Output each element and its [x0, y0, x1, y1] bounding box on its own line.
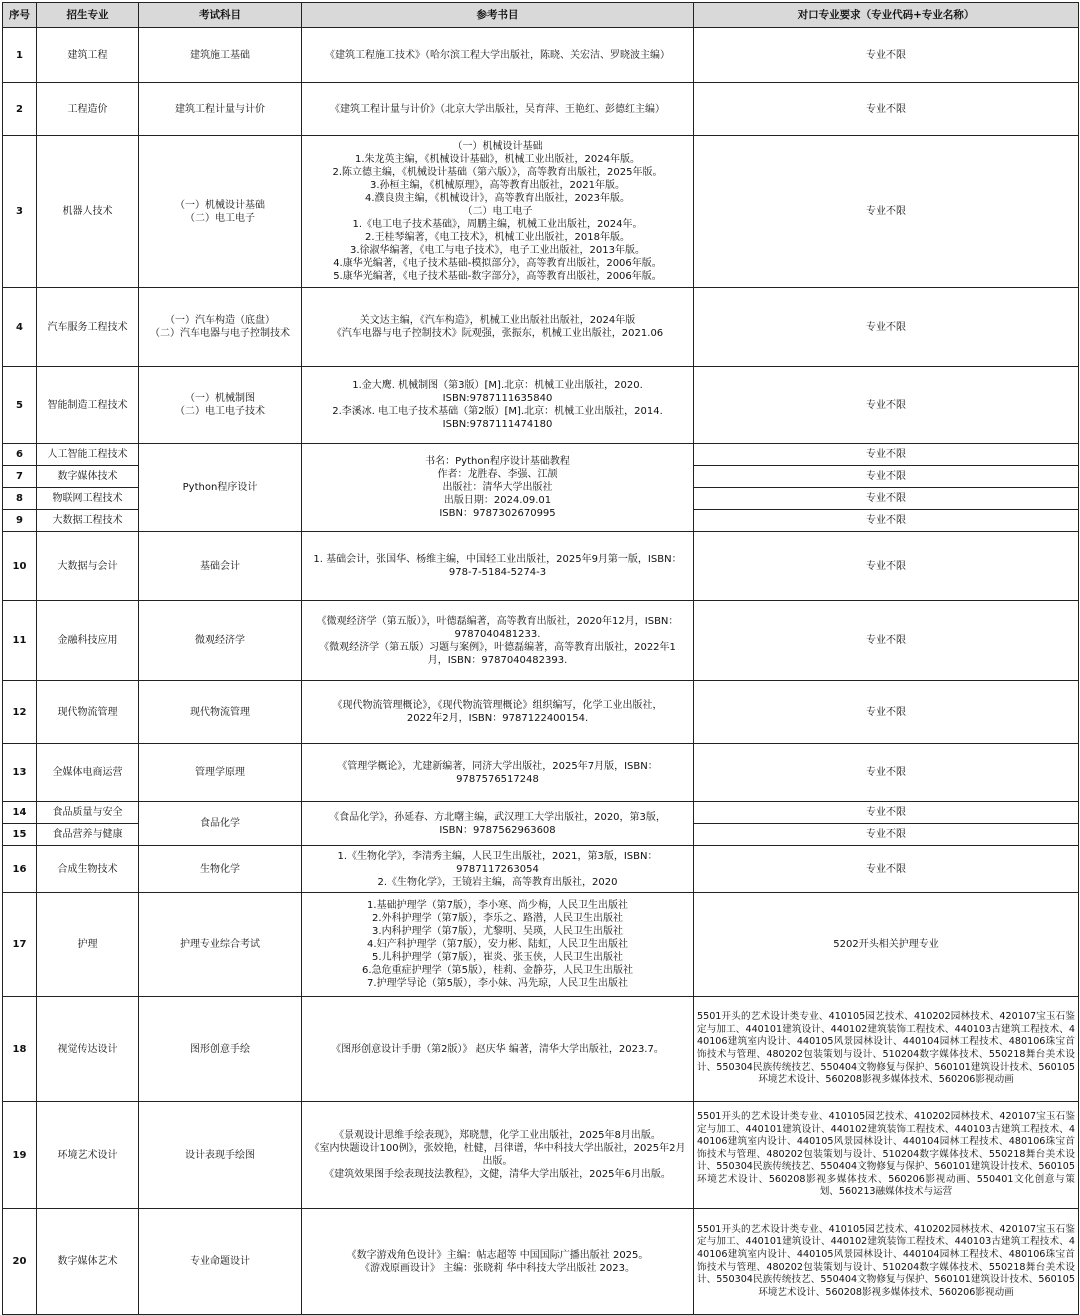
row-subject: 图形创意手绘 — [139, 997, 302, 1102]
row-subject: Python程序设计 — [139, 444, 302, 532]
table-row — [3, 288, 1079, 367]
row-books: 《微观经济学（第五版）》，叶德磊编著，高等教育出版社，2020年12月，ISBN： 9787040481233. 《微观经济学（第五版）习题与案例》，叶德磊编著，高等教育出版社，2022年1 月，ISBN：9787040482393. — [302, 601, 694, 681]
row-requirement: 专业不限 — [694, 846, 1079, 893]
row-requirement: 专业不限 — [694, 802, 1079, 824]
row-index: 19 — [3, 1102, 37, 1209]
row-requirement: 专业不限 — [694, 824, 1079, 846]
table-row — [3, 681, 1079, 744]
row-books: 《数字游戏角色设计》主编：帖志超等 中国国际广播出版社 2025。 《游戏原画设计》 主编：张晓莉 华中科技大学出版社 2023。 — [302, 1209, 694, 1315]
row-requirement: 专业不限 — [694, 136, 1079, 288]
row-subject: 食品化学 — [139, 802, 302, 846]
row-subject: （一）机械制图 （二）电工电子技术 — [139, 367, 302, 444]
row-books: 关文达主编，《汽车构造》，机械工业出版社出版社，2024年版 《汽车电器与电子控制技术》阮观强，张振东，机械工业出版社，2021.06 — [302, 288, 694, 367]
row-requirement: 5501开头的艺术设计类专业、410105园艺技术、410202园林技术、420107宝玉石鉴定与加工、440101建筑设计、440102建筑装饰工程技术、440103古建筑工程技术、440106建筑室内设计、440105风景园林设计、440104园林工程技术、480106珠宝首饰技术与管理、480202包装策划与设计、510204数字媒体技术、550218舞台美术设计、550304民族传统技艺、550404文物修复与保护、560101建筑设计技术、560105环境艺术设计、560208影视多媒体技术、560206影视动画 — [694, 1209, 1079, 1315]
row-requirement: 专业不限 — [694, 288, 1079, 367]
row-subject: （一）机械设计基础 （二）电工电子 — [139, 136, 302, 288]
row-index: 8 — [3, 488, 37, 510]
table-row — [3, 444, 1079, 466]
row-major: 汽车服务工程技术 — [37, 288, 139, 367]
row-books: 1.金大鹰. 机械制图（第3版）[M].北京：机械工业出版社，2020. ISBN:9787111635840 2.李溪冰. 电工电子技术基础（第2版）[M].北京：机械工业出版社，2014. ISBN:9787111474180 — [302, 367, 694, 444]
row-major: 食品质量与安全 — [37, 802, 139, 824]
row-books: 《建筑工程施工技术》（哈尔滨工程大学出版社，陈晓、关宏洁、罗晓波主编） — [302, 28, 694, 83]
table-row — [3, 893, 1079, 997]
header-major: 招生专业 — [37, 3, 139, 28]
row-subject: 建筑工程计量与计价 — [139, 83, 302, 136]
row-requirement: 专业不限 — [694, 444, 1079, 466]
row-requirement: 专业不限 — [694, 532, 1079, 601]
row-major: 物联网工程技术 — [37, 488, 139, 510]
row-subject: 专业命题设计 — [139, 1209, 302, 1315]
table-row — [3, 997, 1079, 1102]
row-major: 现代物流管理 — [37, 681, 139, 744]
row-books: （一）机械设计基础 1.朱龙英主编，《机械设计基础》，机械工业出版社，2024年版。 2.陈立德主编，《机械设计基础（第六版）》，高等教育出版社，2025年版。 3.孙桓主编，《机械原理》，高等教育出版社，2021年版。 4.濮良贵主编，《机械设计》，高等教育出版社，2023年版。 （二）电工电子 1.《电工电子技术基础》，周鹏主编，机械工业出版社，2024年。 2.王桂琴编著，《电工技术》，机械工业出版社，2018年版。 3.徐淑华编著，《电工与电子技术》，电子工业出版社，2013年版。 4.康华光编著，《电子技术基础-模拟部分》，高等教育出版社，2006年版。 5.康华光编著，《电子技术基础-数字部分》，高等教育出版社，2006年版。 — [302, 136, 694, 288]
row-requirement: 专业不限 — [694, 510, 1079, 532]
row-index: 17 — [3, 893, 37, 997]
row-major: 机器人技术 — [37, 136, 139, 288]
row-index: 10 — [3, 532, 37, 601]
row-index: 3 — [3, 136, 37, 288]
row-books: 1.《生物化学》，李清秀主编，人民卫生出版社，2021，第3版，ISBN： 9787117263054 2.《生物化学》，王镜岩主编，高等教育出版社，2020 — [302, 846, 694, 893]
row-books: 《景观设计思维手绘表现》，郑晓慧，化学工业出版社，2025年8月出版。 《室内快题设计100例》，张姣艳，杜健，吕律谱，华中科技大学出版社，2025年2月出版。 《建筑效果图手绘表现技法教程》，文健，清华大学出版社，2025年6月出版。 — [302, 1102, 694, 1209]
row-subject: 管理学原理 — [139, 744, 302, 802]
row-requirement: 专业不限 — [694, 744, 1079, 802]
row-books: 1.基础护理学（第7版），李小寒、尚少梅，人民卫生出版社 2.外科护理学（第7版），李乐之、路潜，人民卫生出版社 3.内科护理学（第7版），尤黎明、吴瑛，人民卫生出版社 4.妇产科护理学（第7版），安力彬、陆虹，人民卫生出版社 5.儿科护理学（第7版），崔炎、张玉侠，人民卫生出版社 6.急危重症护理学（第5版），桂莉、金静芬，人民卫生出版社 7.护理学导论（第5版），李小妹、冯先琼，人民卫生出版社 — [302, 893, 694, 997]
table-row — [3, 846, 1079, 893]
row-requirement: 5501开头的艺术设计类专业、410105园艺技术、410202园林技术、420107宝玉石鉴定与加工、440101建筑设计、440102建筑装饰工程技术、440103古建筑工程技术、440106建筑室内设计、440105风景园林设计、440104园林工程技术、480106珠宝首饰技术与管理、480202包装策划与设计、510204数字媒体技术、550218舞台美术设计、550304民族传统技艺、550404文物修复与保护、560101建筑设计技术、560105环境艺术设计、560208影视多媒体技术、560206影视动画 — [694, 997, 1079, 1102]
row-subject: 现代物流管理 — [139, 681, 302, 744]
header-requirement: 对口专业要求（专业代码+专业名称） — [694, 3, 1079, 28]
row-subject: 设计表现手绘图 — [139, 1102, 302, 1209]
table-row — [3, 83, 1079, 136]
row-index: 1 — [3, 28, 37, 83]
row-requirement: 专业不限 — [694, 681, 1079, 744]
row-index: 18 — [3, 997, 37, 1102]
row-requirement: 5202开头相关护理专业 — [694, 893, 1079, 997]
row-index: 5 — [3, 367, 37, 444]
row-index: 7 — [3, 466, 37, 488]
row-books: 《图形创意设计手册（第2版）》 赵庆华 编著，清华大学出版社，2023.7。 — [302, 997, 694, 1102]
row-major: 建筑工程 — [37, 28, 139, 83]
table-row — [3, 367, 1079, 444]
header-index: 序号 — [3, 3, 37, 28]
row-subject: 护理专业综合考试 — [139, 893, 302, 997]
row-subject: 基础会计 — [139, 532, 302, 601]
row-books: 书名：Python程序设计基础教程 作者：龙胜春、李强、江颉 出版社：清华大学出版社 出版日期：2024.09.01 ISBN：9787302670995 — [302, 444, 694, 532]
row-major: 数字媒体艺术 — [37, 1209, 139, 1315]
row-requirement: 专业不限 — [694, 601, 1079, 681]
row-major: 环境艺术设计 — [37, 1102, 139, 1209]
row-index: 20 — [3, 1209, 37, 1315]
table-row — [3, 802, 1079, 824]
row-books: 《食品化学》，孙延春、方北曙主编，武汉理工大学出版社，2020，第3版， ISBN：9787562963608 — [302, 802, 694, 846]
row-index: 2 — [3, 83, 37, 136]
table-row — [3, 28, 1079, 83]
row-books: 《现代物流管理概论》，《现代物流管理概论》组织编写，化学工业出版社， 2022年2月，ISBN：9787122400154. — [302, 681, 694, 744]
row-books: 《管理学概论》，尤建新编著，同济大学出版社，2025年7月版，ISBN： 9787576517248 — [302, 744, 694, 802]
row-index: 12 — [3, 681, 37, 744]
row-index: 11 — [3, 601, 37, 681]
row-requirement: 专业不限 — [694, 466, 1079, 488]
row-subject: （一）汽车构造（底盘） （二）汽车电器与电子控制技术 — [139, 288, 302, 367]
row-major: 人工智能工程技术 — [37, 444, 139, 466]
row-index: 6 — [3, 444, 37, 466]
row-index: 13 — [3, 744, 37, 802]
table-row — [3, 601, 1079, 681]
row-major: 护理 — [37, 893, 139, 997]
row-index: 4 — [3, 288, 37, 367]
row-subject: 建筑施工基础 — [139, 28, 302, 83]
table-row — [3, 1209, 1079, 1315]
row-major: 全媒体电商运营 — [37, 744, 139, 802]
row-major: 大数据工程技术 — [37, 510, 139, 532]
row-requirement: 5501开头的艺术设计类专业、410105园艺技术、410202园林技术、420107宝玉石鉴定与加工、440101建筑设计、440102建筑装饰工程技术、440103古建筑工程技术、440106建筑室内设计、440105风景园林设计、440104园林工程技术、480106珠宝首饰技术与管理、480202包装策划与设计、510204数字媒体技术、550218舞台美术设计、550304民族传统技艺、550404文物修复与保护、560101建筑设计技术、560105环境艺术设计、560208影视多媒体技术、560206影视动画、550401文化创意与策划、560213融媒体技术与运营 — [694, 1102, 1079, 1209]
header-subject: 考试科目 — [139, 3, 302, 28]
table-header-row — [3, 3, 1079, 28]
row-subject: 生物化学 — [139, 846, 302, 893]
row-books: 1. 基础会计，张国华、杨维主编，中国轻工业出版社，2025年9月第一版，ISBN： 978-7-5184-5274-3 — [302, 532, 694, 601]
row-major: 视觉传达设计 — [37, 997, 139, 1102]
row-index: 9 — [3, 510, 37, 532]
row-subject: 微观经济学 — [139, 601, 302, 681]
row-requirement: 专业不限 — [694, 488, 1079, 510]
row-requirement: 专业不限 — [694, 83, 1079, 136]
table-row — [3, 744, 1079, 802]
table-row — [3, 136, 1079, 288]
row-index: 16 — [3, 846, 37, 893]
row-index: 15 — [3, 824, 37, 846]
table-row — [3, 1102, 1079, 1209]
row-major: 合成生物技术 — [37, 846, 139, 893]
row-major: 大数据与会计 — [37, 532, 139, 601]
row-requirement: 专业不限 — [694, 367, 1079, 444]
row-index: 14 — [3, 802, 37, 824]
row-requirement: 专业不限 — [694, 28, 1079, 83]
row-books: 《建筑工程计量与计价》（北京大学出版社，吴育萍、王艳红、彭德红主编） — [302, 83, 694, 136]
row-major: 食品营养与健康 — [37, 824, 139, 846]
row-major: 工程造价 — [37, 83, 139, 136]
row-major: 金融科技应用 — [37, 601, 139, 681]
admissions-table — [2, 2, 1079, 1315]
header-books: 参考书目 — [302, 3, 694, 28]
table-row — [3, 532, 1079, 601]
row-major: 智能制造工程技术 — [37, 367, 139, 444]
row-major: 数字媒体技术 — [37, 466, 139, 488]
